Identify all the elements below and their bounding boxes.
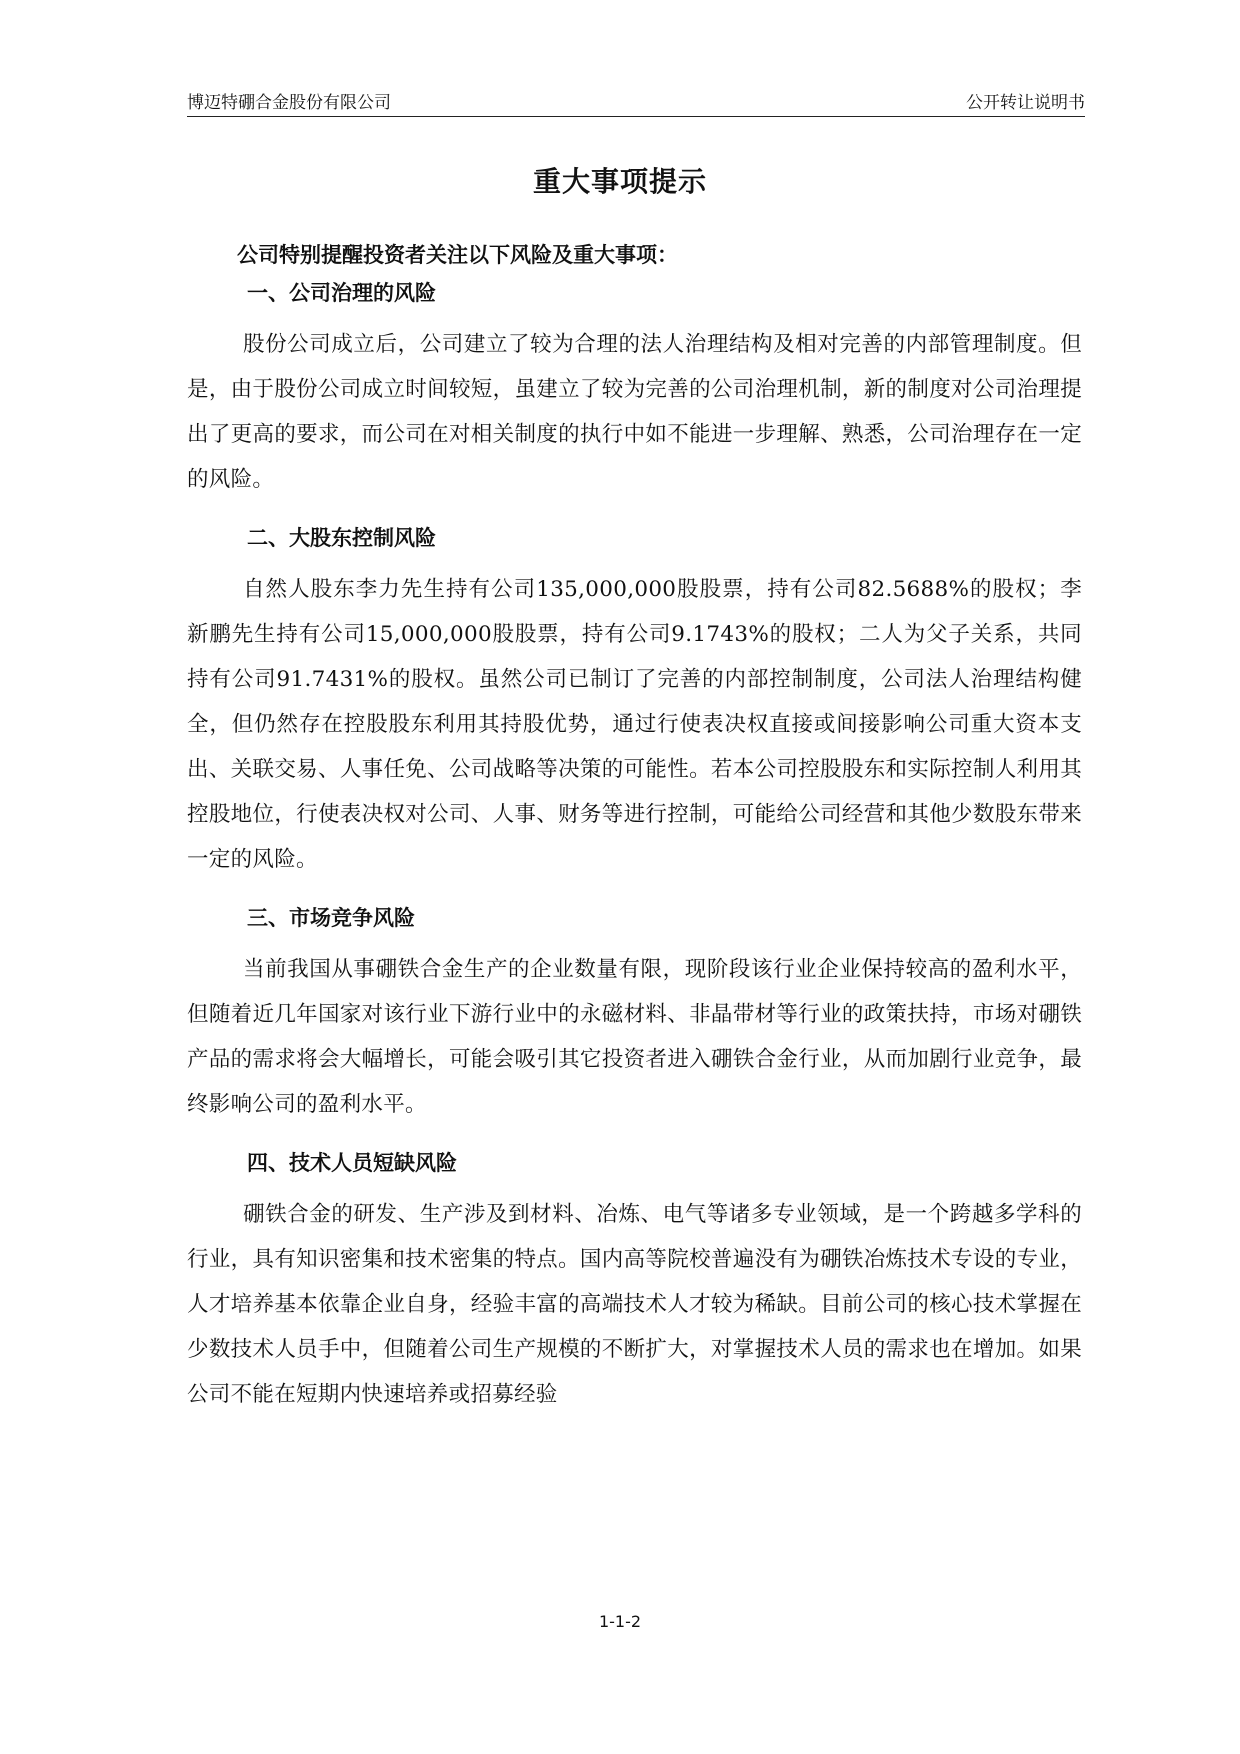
section-body-market-competition-risk: 当前我国从事硼铁合金生产的企业数量有限，现阶段该行业企业保持较高的盈利水平，但随着近几年国家对该行业下游行业中的永磁材料、非晶带材等行业的政策扶持，市场对硼铁产品的需求将会大幅增长，可能会吸引其它投资者进入硼铁合金行业，从而加剧行业竞争，最终影响公司的盈利水平。 [187,957,1082,1117]
intro-statement: 公司特别提醒投资者关注以下风险及重大事项： [237,243,678,267]
section-body-technical-staff-risk: 硼铁合金的研发、生产涉及到材料、冶炼、电气等诸多专业领域，是一个跨越多学科的行业，具有知识密集和技术密集的特点。国内高等院校普遍没有为硼铁冶炼技术专设的专业，人才培养基本依靠企业自身，经验丰富的高端技术人才较为稀缺。目前公司的核心技术掌握在少数技术人员手中，但随着公司生产规模的不断扩大，对掌握技术人员的需求也在增加。如果公司不能在短期内快速培养或招募经验 [187,1202,1082,1407]
section-heading-technical-staff-risk: 四、技术人员短缺风险 [247,1151,457,1175]
page-title: 重大事项提示 [532,165,707,198]
section-heading-shareholder-control-risk: 二、大股东控制风险 [247,526,436,550]
header-document-type: 公开转让说明书 [966,93,1085,113]
page-header [187,84,1085,117]
section-body-governance-risk: 股份公司成立后，公司建立了较为合理的法人治理结构及相对完善的内部管理制度。但是，由于股份公司成立时间较短，虽建立了较为完善的公司治理机制，新的制度对公司治理提出了更高的要求，而公司在对相关制度的执行中如不能进一步理解、熟悉，公司治理存在一定的风险。 [187,332,1082,492]
page-number: 1-1-2 [598,1612,642,1631]
section-heading-market-competition-risk: 三、市场竞争风险 [247,906,415,930]
section-heading-governance-risk: 一、公司治理的风险 [247,281,436,305]
section-body-shareholder-control-risk: 自然人股东李力先生持有公司135,000,000股股票，持有公司82.5688%的股权；李新鹏先生持有公司15,000,000股股票，持有公司9.1743%的股权；二人为父子关系，共同持有公司91.7431%的股权。虽然公司已制订了完善的内部控制制度，公司法人治理结构健全，但仍然存在控股股东利用其持股优势，通过行使表决权直接或间接影响公司重大资本支出、关联交易、人事任免、公司战略等决策的可能性。若本公司控股股东和实际控制人利用其控股地位，行使表决权对公司、人事、财务等进行控制，可能给公司经营和其他少数股东带来一定的风险。 [187,577,1082,872]
header-company-name: 博迈特硼合金股份有限公司 [187,93,391,113]
